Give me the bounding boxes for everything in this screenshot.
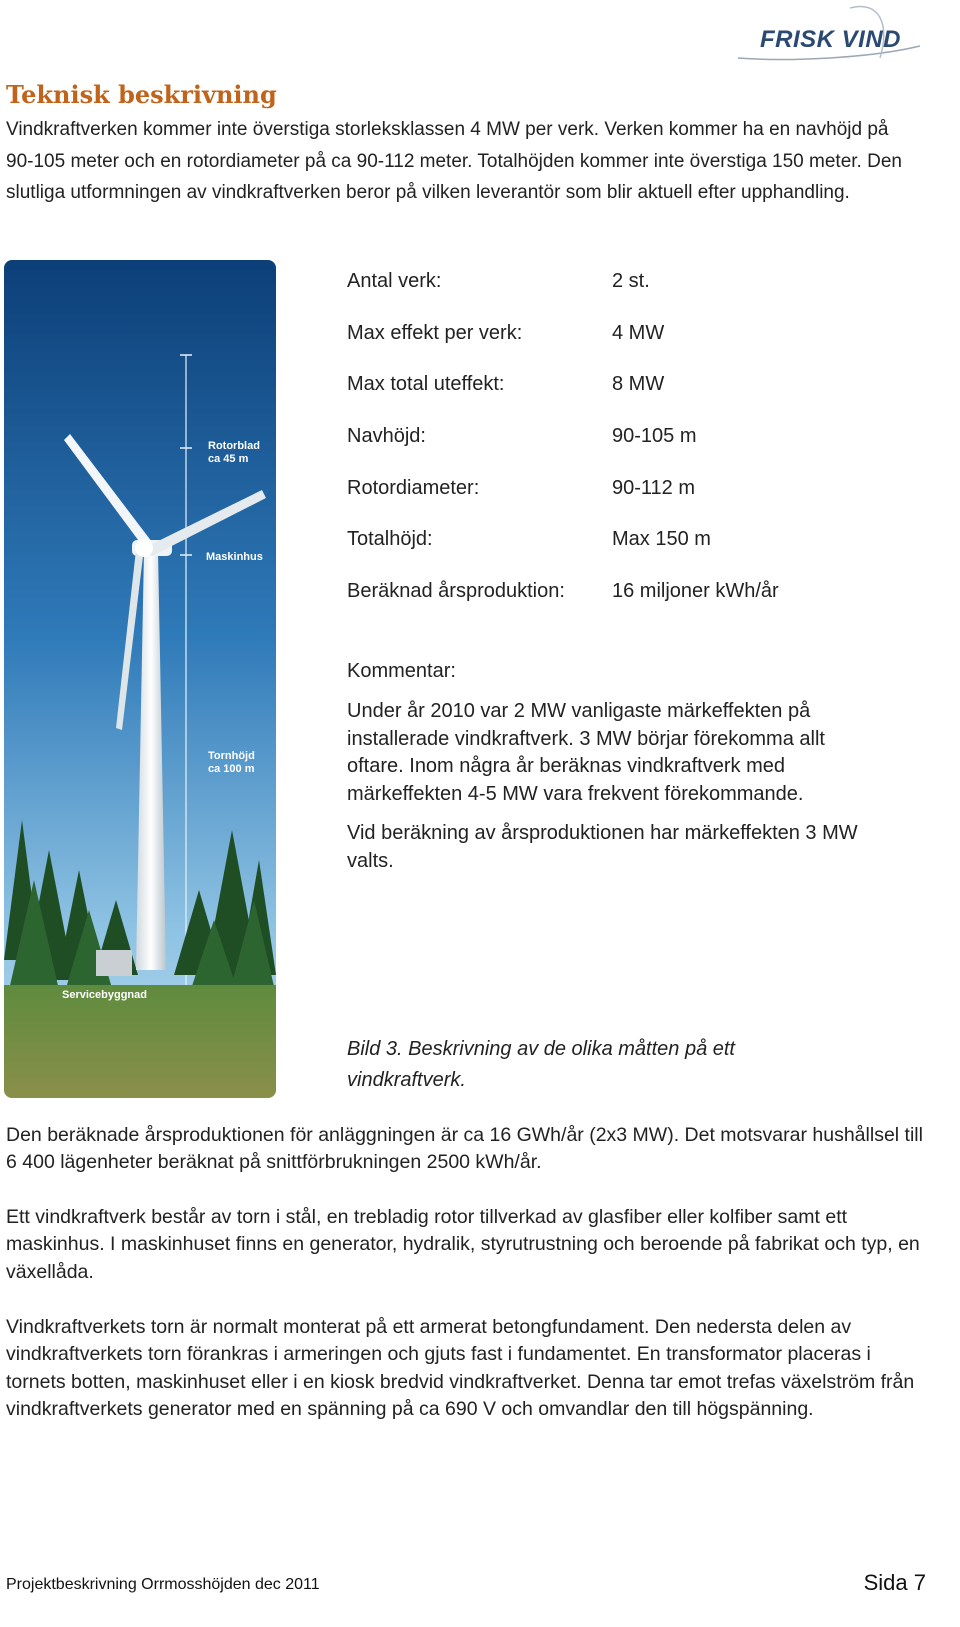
intro-paragraph: Vindkraftverken kommer inte överstiga storleksklassen 4 MW per verk. Verken kommer ha en navhöjd på 90-105 meter och en rotordiameter på ca 90-112 meter. Totalhöjden kommer inte överstiga 150 meter. Den slutliga utformningen av vindkraftverken beror på vilken leverantör som blir aktuell efter upphandling. [6,119,902,203]
spec-value: 90-112 m [612,476,696,499]
spec-row-antal-verk [347,270,907,322]
spec-row-max-total-uteffekt [347,373,907,425]
section-title: Teknisk beskrivning [6,80,277,109]
spec-row-totalhojd [347,528,907,580]
spec-value: 2 st. [612,270,650,292]
spec-row-arsproduktion [347,580,907,632]
logo-text: FRISK VIND [760,26,902,53]
body-paragraph-1: Den beräknade årsproduktionen för anläggningen är ca 16 GWh/år (2x3 MW). Det motsvarar hushållsel till 6 400 lägenheter beräknat på snittförbrukningen 2500 kWh/år. [6,1124,923,1174]
spec-label: Antal verk: [347,270,442,292]
comment-paragraph-2: Vid beräkning av årsproduktionen har märkeffekten 3 MW valts. [347,822,858,872]
spec-label: Totalhöjd: [347,528,433,551]
spec-label: Navhöjd: [347,425,426,448]
spec-label: Rotordiameter: [347,476,480,499]
label-maskinhus: Maskinhus [206,551,263,563]
spec-value: Max 150 m [612,528,711,551]
spec-row-rotordiameter [347,477,907,529]
spec-label: Max effekt per verk: [347,321,523,344]
footer-document-title: Projektbeskrivning Orrmosshöjden dec 2011 [6,1576,320,1593]
label-rotorblad-length: ca 45 m [208,453,249,465]
comment-label: Kommentar: [347,660,456,682]
label-tornhojd-height: ca 100 m [208,763,255,775]
spec-row-navhojd [347,425,907,477]
spec-row-max-effekt [347,322,907,374]
figure-caption: Bild 3. Beskrivning av de olika måtten på ett vindkraftverk. [347,1038,735,1091]
wind-turbine-image [4,260,276,1098]
label-rotorblad: Rotorblad [208,440,260,452]
body-paragraph-3: Vindkraftverkets torn är normalt monterat på ett armerat betongfundament. Den nedersta delen av vindkraftverkets torn förankras i armeringen och gjuts fast i fundamentet. En transformator placeras i tornets botten, maskinhuset eller i en kiosk bredvid vindkraftverket. Denna tar emot trefas växelström från vindkraftverkets generator med en spänning på ca 690 V och omvandlar den till högspänning. [6,1316,915,1421]
body-paragraph-2: Ett vindkraftverk består av torn i stål, en trebladig rotor tillverkad av glasfiber eller kolfiber samt ett maskinhus. I maskinhuset finns en generator, hydralik, styrutrustning och beroende på fabrikat och typ, en växellåda. [6,1206,920,1283]
spec-value: 8 MW [612,373,665,396]
spec-value: 90-105 m [612,425,697,448]
specs-list [347,270,907,632]
label-servicebyggnad: Servicebyggnad [62,989,147,1001]
spec-label: Max total uteffekt: [347,373,505,396]
label-tornhojd: Tornhöjd [208,750,255,762]
spec-label: Beräknad årsproduktion: [347,580,565,603]
comment-paragraph-1: Under år 2010 var 2 MW vanligaste märkeffekten på installerade vindkraftverk. 3 MW börjar förekomma allt oftare. Inom några år beräknas vindkraftverk med märkeffekten 4-5 MW vara frekvent förekommande. [347,700,825,805]
frisk-vind-logo [730,0,930,70]
spec-value: 16 miljoner kWh/år [612,580,779,603]
spec-value: 4 MW [612,321,665,344]
footer-page-number: Sida 7 [863,1570,926,1595]
